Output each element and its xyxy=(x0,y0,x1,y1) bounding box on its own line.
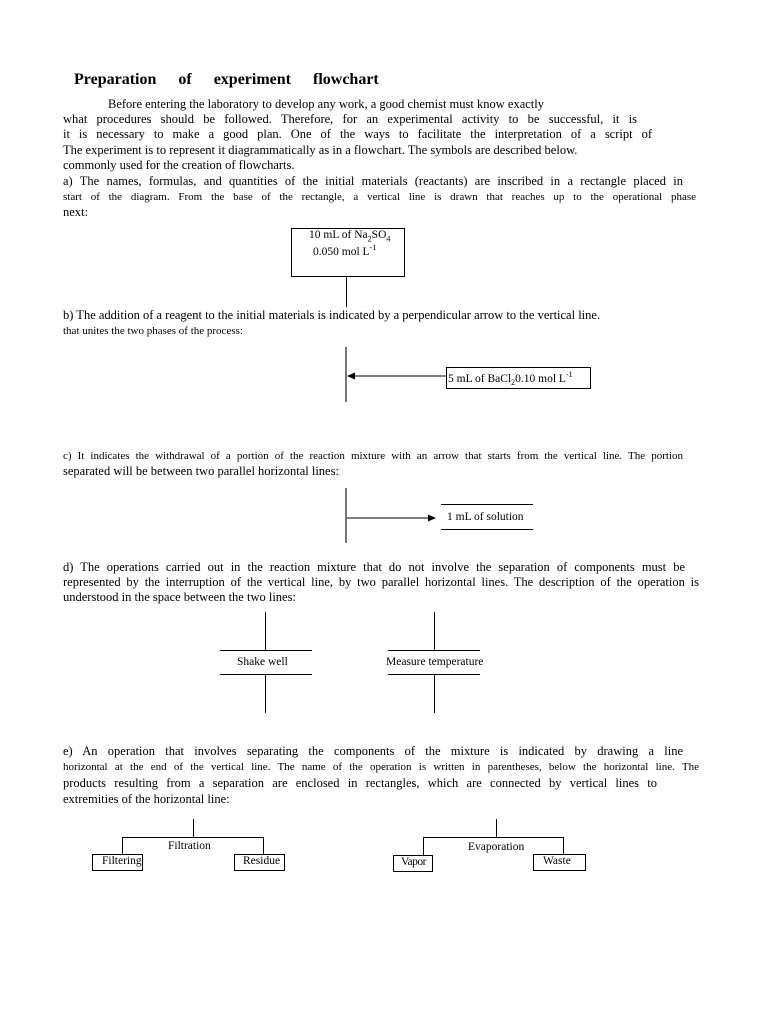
page-title: Preparation of experiment flowchart xyxy=(74,71,379,88)
op1-label: Shake well xyxy=(237,656,288,668)
op2-lower-line xyxy=(434,675,435,713)
portion-label: 1 mL of solution xyxy=(447,511,524,523)
filtering-label: Filtering xyxy=(102,855,142,867)
section-c-line-1: c) It indicates the withdrawal of a portion of the reaction mixture with an arrow that starts from the vertical line. The portion xyxy=(63,450,683,462)
filtration-left-drop xyxy=(122,837,123,854)
portion-top-line xyxy=(441,504,533,505)
reagent-box-label: 5 mL of BaCl$_2$0.10 mol $L^{-1}$ xyxy=(448,370,573,388)
section-d-line-2: represented by the interruption of the vertical line, by two parallel horizontal lines. The description of the operation is xyxy=(63,575,699,589)
reactant-vertical-line xyxy=(346,277,347,307)
filtration-stem xyxy=(193,819,194,837)
section-c-line-2: separated will be between two parallel horizontal lines: xyxy=(63,464,339,478)
intro-line-5: commonly used for the creation of flowcharts. xyxy=(63,158,295,172)
section-b-line-1: b) The addition of a reagent to the initial materials is indicated by a perpendicular arrow to the vertical line. xyxy=(63,308,601,322)
intro-line-4: The experiment is to represent it diagrammatically as in a flowchart. The symbols are described below. xyxy=(63,143,578,157)
evaporation-bar xyxy=(423,837,564,838)
filtration-right-drop xyxy=(263,837,264,854)
section-e-line-2: horizontal at the end of the vertical line. The name of the operation is written in parentheses, below the horizontal line. The xyxy=(63,761,699,773)
intro-line-2: what procedures should be followed. Therefore, for an experimental activity to be successful, it is xyxy=(63,112,637,126)
op1-bottom-bar xyxy=(220,674,312,675)
vapor-label: Vapor xyxy=(401,856,426,868)
section-a-line-3: next: xyxy=(63,205,88,219)
section-e-line-3: products resulting from a separation are enclosed in rectangles, which are connected by vertical lines to xyxy=(63,776,657,790)
evaporation-right-drop xyxy=(563,837,564,855)
reactant-box-line-1: 10 mL of $Na_2SO_4$ xyxy=(309,229,391,244)
reactant-box-line-2: 0.050 mol $L^{-1}$ xyxy=(313,243,377,258)
op2-top-bar xyxy=(388,650,480,651)
waste-label: Waste xyxy=(543,855,571,867)
op2-upper-line xyxy=(434,612,435,650)
section-e-line-4: extremities of the horizontal line: xyxy=(63,792,230,806)
intro-line-1: Before entering the laboratory to develop any work, a good chemist must know exactly xyxy=(108,97,544,111)
intro-line-3: it is necessary to make a good plan. One of the ways to facilitate the interpretation of a script of xyxy=(63,127,652,141)
addition-arrow xyxy=(346,370,446,382)
op2-label: Measure temperature xyxy=(386,656,484,668)
filtration-bar xyxy=(122,837,264,838)
section-a-line-2: start of the diagram. From the base of the rectangle, a vertical line is drawn that reaches up to the operational phase xyxy=(63,191,696,203)
filtration-label: Filtration xyxy=(168,840,211,852)
op1-top-bar xyxy=(220,650,312,651)
section-e-line-1: e) An operation that involves separating the components of the mixture is indicated by drawing a line xyxy=(63,744,683,758)
evaporation-stem xyxy=(496,819,497,837)
residue-label: Residue xyxy=(243,855,281,867)
withdrawal-arrow xyxy=(347,512,437,524)
evaporation-left-drop xyxy=(423,837,424,855)
section-a-line-1: a) The names, formulas, and quantities of the initial materials (reactants) are inscribed in a rectangle placed in xyxy=(63,174,683,188)
portion-bottom-line xyxy=(441,529,533,530)
op1-upper-line xyxy=(265,612,266,650)
op1-lower-line xyxy=(265,675,266,713)
section-d-line-1: d) The operations carried out in the reaction mixture that do not involve the separation of components must be xyxy=(63,560,685,574)
evaporation-label: Evaporation xyxy=(468,841,525,853)
section-b-line-2: that unites the two phases of the process: xyxy=(63,325,243,337)
section-d-line-3: understood in the space between the two lines: xyxy=(63,590,296,604)
